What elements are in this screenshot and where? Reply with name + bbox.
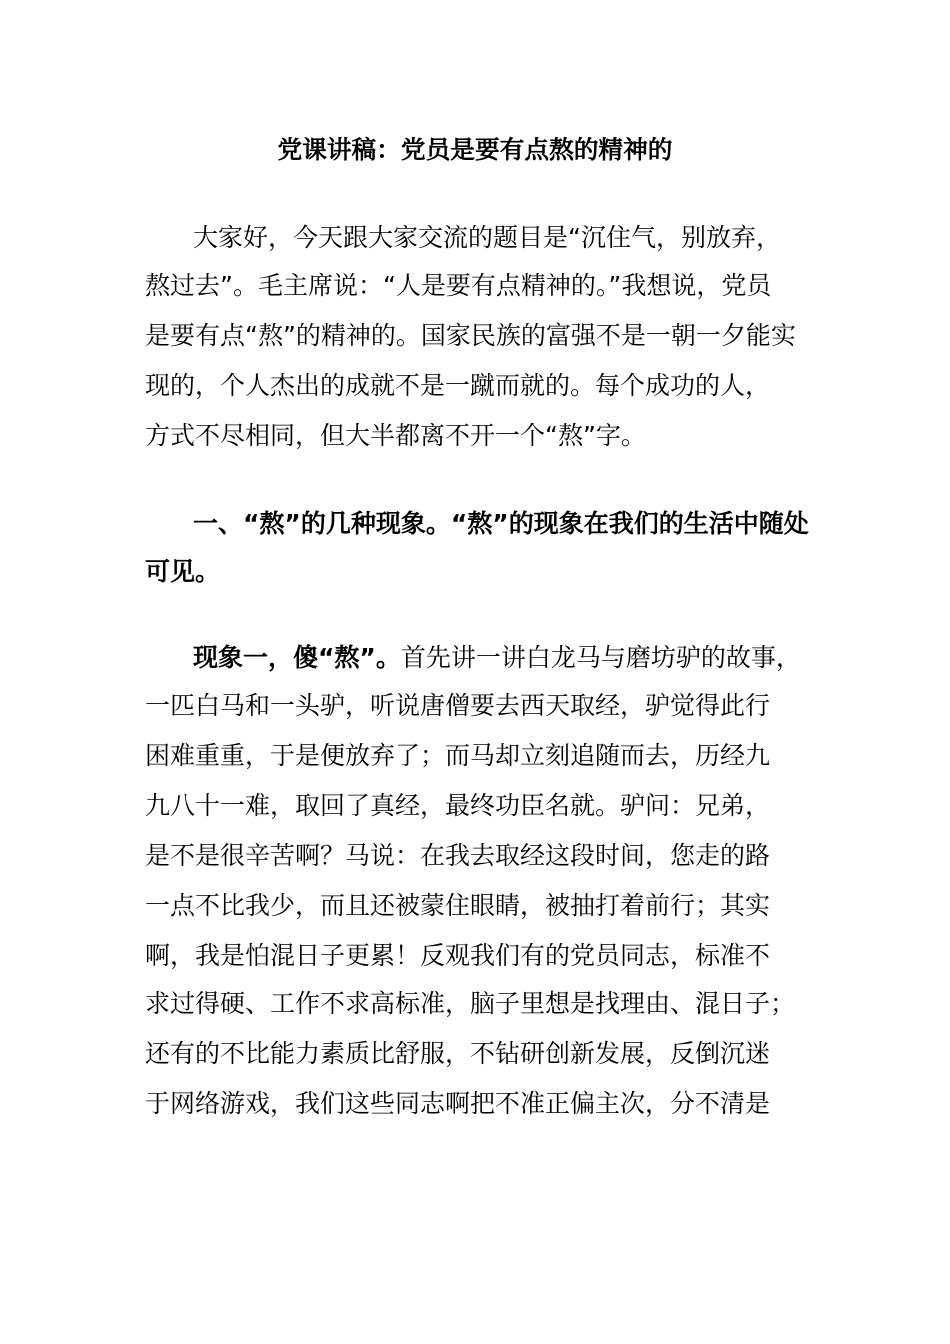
paragraph-line: 方式不尽相同，但大半都离不开一个“熬”字。 (145, 421, 646, 450)
paragraph-line: 困难重重，于是便放弃了；而马却立刻追随而去，历经九 (145, 741, 771, 770)
paragraph-line: 熬过去”。毛主席说：“人是要有点精神的。”我想说，党员 (145, 271, 772, 300)
paragraph-line (193, 638, 801, 678)
paragraph-line: 求过得硬、工作不求高标准，脑子里想是找理由、混日子； (145, 989, 796, 1018)
paragraph-line: 是要有点“熬”的精神的。国家民族的富强不是一朝一夕能实 (145, 321, 796, 350)
paragraph-line: 九八十一难，取回了真经，最终功臣名就。驴问：兄弟， (145, 791, 771, 820)
phenomenon-label: 现象一，傻“熬”。 (193, 643, 401, 672)
paragraph-text: 首先讲一讲白龙马与磨坊驴的故事， (400, 643, 801, 672)
paragraph-line: 还有的不比能力素质比舒服，不钻研创新发展，反倒沉迷 (145, 1039, 771, 1068)
paragraph-line: 啊，我是怕混日子更累！反观我们有的党员同志，标准不 (145, 941, 771, 970)
paragraph-line: 大家好，今天跟大家交流的题目是“沉住气，别放弃， (193, 223, 781, 252)
paragraph-line: 现的，个人杰出的成就不是一蹴而就的。每个成功的人， (145, 371, 771, 400)
paragraph-line: 是不是很辛苦啊？马说：在我去取经这段时间，您走的路 (145, 841, 771, 870)
paragraph-line: 于网络游戏，我们这些同志啊把不准正偏主次，分不清是 (145, 1089, 771, 1118)
paragraph-line: 一匹白马和一头驴，听说唐僧要去西天取经，驴觉得此行 (145, 691, 771, 720)
section-heading-line: 一、“熬”的几种现象。“熬”的现象在我们的生活中随处 (193, 509, 809, 538)
section-heading-line: 可见。 (145, 557, 221, 586)
document-title: 党课讲稿：党员是要有点熬的精神的 (277, 135, 673, 164)
paragraph-line: 一点不比我少，而且还被蒙住眼睛，被抽打着前行；其实 (145, 891, 771, 920)
